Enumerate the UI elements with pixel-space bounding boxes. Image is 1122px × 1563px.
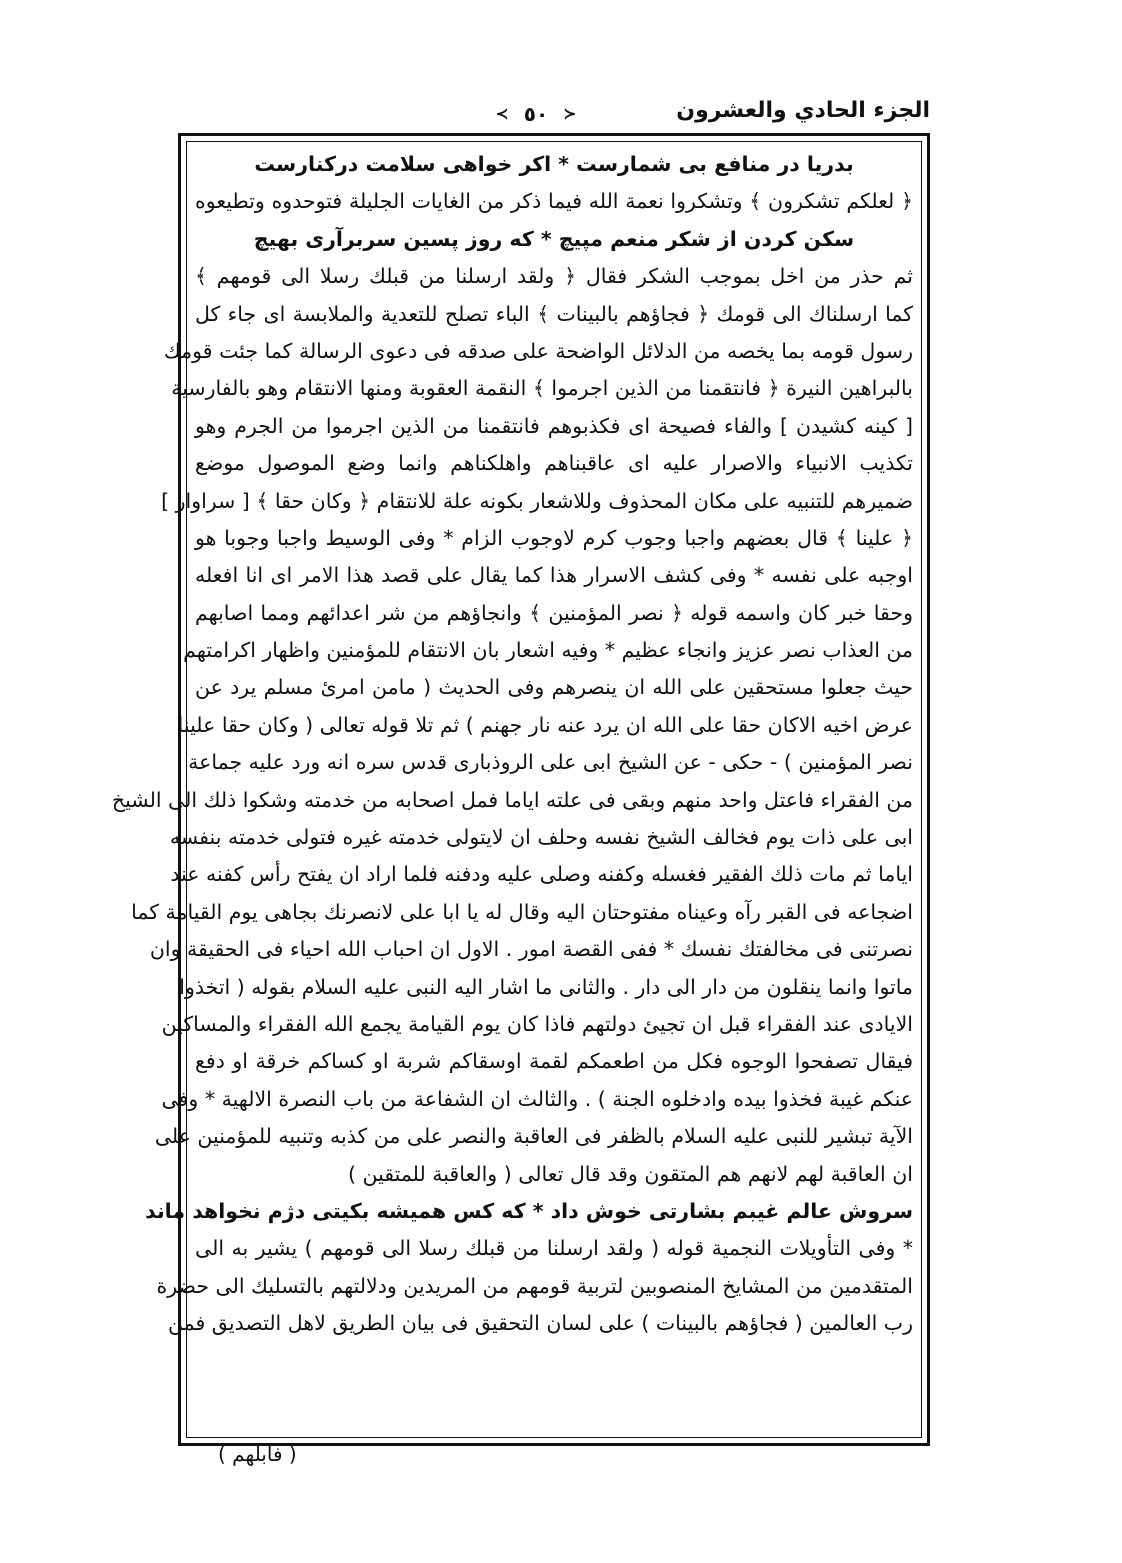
page-header (178, 96, 930, 132)
text-line: اضجاعه فى القبر رآه وعيناه مفتوحتان اليه وقال له يا ابا على لانصرنك بجاهى يوم القيامة كما (131, 899, 913, 924)
persian-verse-line: سكن كردن از شكر منعم مپيچ * كه روز پسين سربرآرى بهيچ (253, 226, 855, 251)
text-line: رب العالمين ( فجاؤهم بالبينات ) على لسان التحقيق فى بيان الطريق لاهل التصديق فمن (168, 1311, 913, 1336)
page-body (111, 146, 913, 1343)
text-line: نصرتنى فى مخالفتك نفسك * ففى القصة امور . الاول ان احباب الله احياء فى الحقيقة وان (149, 937, 913, 962)
text-line: اوجبه على نفسه * وفى كشف الاسرار هذا كما يقال على قصد هذا الامر اى انا افعله (195, 563, 913, 588)
juz-title: الجزء الحادي والعشرون (676, 98, 930, 123)
text-line: اياما ثم مات ذلك الفقير فغسله وكفنه وصلى عليه ودفنه فلما اراد ان يفتح رأس كفنه عند (170, 862, 913, 887)
text-line: [ كينه كشيدن ] والفاء فصيحة اى فكذبوهم فانتقمنا من الذين اجرموا من الجرم وهو (195, 413, 913, 438)
text-line: من الفقراء فاعتل واحد منهم وبقى فى علته اياما فمل اصحابه من خدمته وشكوا ذلك الى الشيخ (111, 787, 913, 812)
persian-verse-line: سروش عالم غيبم بشارتى خوش داد * كه كس هميشه بكيتى دژم نخواهد ماند (145, 1198, 913, 1223)
text-line: * وفى التأويلات النجمية قوله ( ولقد ارسلنا من قبلك رسلا الى قومهم ) يشير به الى (195, 1236, 913, 1261)
text-line: حيث جعلوا مستحقين على الله ان ينصرهم وفى الحديث ( مامن امرئ مسلم يرد عن (195, 675, 913, 700)
text-line: نصر المؤمنين ) - حكى - عن الشيخ ابى على الروذبارى قدس سره انه ورد عليه جماعة (188, 750, 913, 775)
text-line: ابى على ذات يوم فخالف الشيخ نفسه وحلف ان لايتولى خدمته غيره فتولى خدمته بنفسه (169, 825, 913, 850)
text-line: وحقا خبر كان واسمه قوله ﴿ نصر المؤمنين ﴾ وانجاؤهم من شر اعدائهم ومما اصابهم (195, 600, 913, 625)
text-line: ﴿ علينا ﴾ قال بعضهم واجبا وجوب كرم لاوجوب الزام * وفى الوسيط واجبا وجوبا هو (195, 525, 913, 550)
ornament-left-icon: ≺ (495, 104, 509, 123)
text-line: تكذيب الانبياء والاصرار عليه اى عاقبناهم واهلكناهم وانما وضع الموصول موضع (195, 451, 913, 476)
text-line: ان العاقبة لهم لانهم هم المتقون وقد قال تعالى ( والعاقبة للمتقين ) (347, 1161, 913, 1186)
persian-verse-line: بدريا در منافع بى شمارست * اكر خواهى سلامت دركنارست (254, 152, 854, 176)
text-line: من العذاب نصر عزيز وانجاء عظيم * وفيه اشعار بان الانتقام للمؤمنين واظهار اكرامتهم (183, 638, 913, 663)
text-line: ماتوا وانما ينقلون من دار الى دار . والثانى ما اشار اليه النبى عليه السلام بقوله ( اتخذوا (179, 974, 913, 999)
text-line: ﴿ لعلكم تشكرون ﴾ وتشكروا نعمة الله فيما ذكر من الغايات الجليلة فتوحدوه وتطيعوه (195, 189, 913, 214)
text-line: عنكم غيبة فخذوا بيده وادخلوه الجنة ) . والثالث ان الشفاعة من باب النصرة الالهية * وفى (161, 1086, 913, 1111)
catchword: ( فابلهم ) (218, 1442, 297, 1466)
ornament-right-icon: ≻ (563, 104, 577, 123)
text-line: ضميرهم للتنبيه على مكان المحذوف وللاشعار بكونه علة للانتقام ﴿ وكان حقا ﴾ [ سراوار ] (161, 488, 913, 513)
text-frame (111, 133, 930, 1446)
text-line: فيقال تصفحوا الوجوه فكل من اطعمكم لقمة اوسقاكم شربة او كساكم خرقة او دفع (195, 1049, 913, 1074)
text-line: بالبراهين النيرة ﴿ فانتقمنا من الذين اجرموا ﴾ النقمة العقوبة ومنها الانتقام وهو بالفارسية (171, 376, 913, 401)
text-line: الايادى عند الفقراء قبل ان تجيئ دولتهم فاذا كان يوم القيامة يجمع الله الفقراء والمساكين (161, 1011, 913, 1036)
text-line: كما ارسلناك الى قومك ﴿ فجاؤهم بالبينات ﴾ الباء تصلح للتعدية والملابسة اى جاء كل (195, 301, 913, 326)
page-number-ornament (476, 100, 596, 126)
text-line: رسول قومه بما يخصه من الدلائل الواضحة على صدقه فى دعوى الرسالة كما جئت قومك (163, 338, 913, 363)
text-line: المتقدمين من المشايخ المنصوبين لتربية قومهم من المريدين ودلالتهم بالتسليك الى حضرة (156, 1273, 913, 1298)
text-line: الآية تبشير للنبى عليه السلام بالظفر فى العاقبة والنصر على من كذبه وتنبيه للمؤمنين على (154, 1124, 913, 1149)
page-number: ٥٠ (523, 101, 549, 126)
text-line: ثم حذر من اخل بموجب الشكر فقال ﴿ ولقد ارسلنا من قبلك رسلا الى قومهم ﴾ (195, 264, 913, 289)
text-line: عرض اخيه الاكان حقا على الله ان يرد عنه نار جهنم ) ثم تلا قوله تعالى ( وكان حقا علينا (177, 712, 913, 737)
